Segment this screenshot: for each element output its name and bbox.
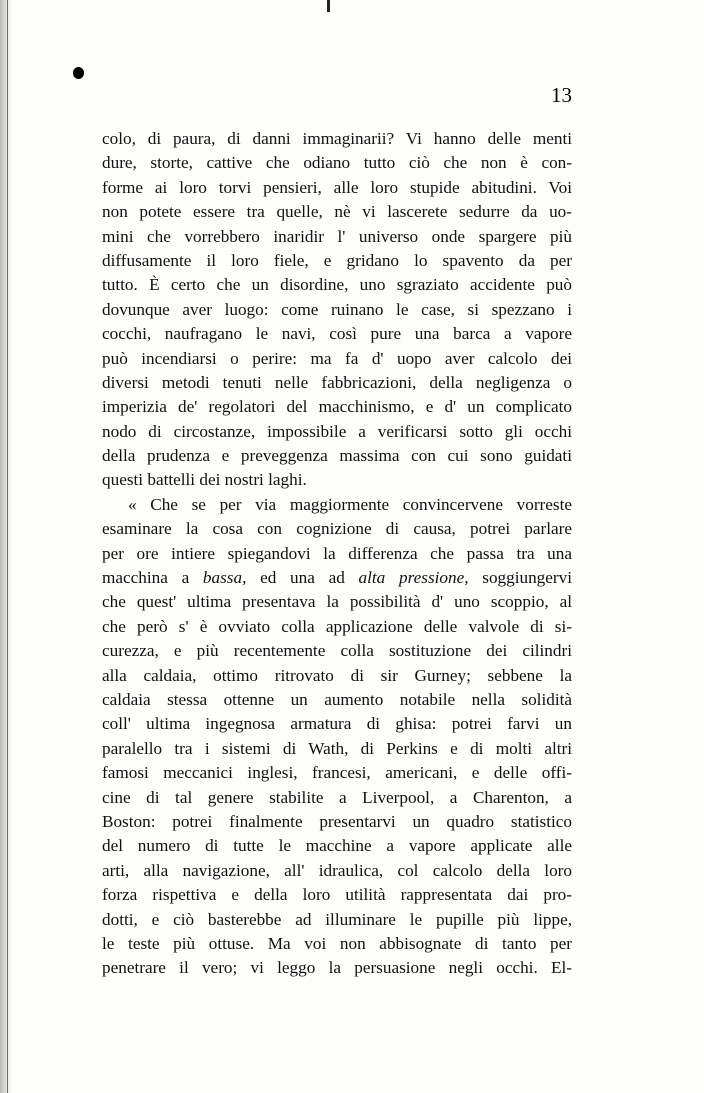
ink-mark	[327, 0, 330, 12]
italic-term: alta pressione,	[358, 568, 469, 588]
text-line: può incendiarsi o perire: ma fa d' uopo aver calcolo dei	[102, 348, 572, 368]
text-line: dovunque aver luogo: come ruinano le case, si spezzano i	[102, 299, 572, 319]
paragraph-end-line: questi battelli dei nostri laghi.	[102, 470, 307, 490]
text-line: paralello tra i sistemi di Wath, di Perkins e di molti altri	[102, 738, 572, 758]
text-line: forme ai loro torvi pensieri, alle loro stupide abitudini. Voi	[102, 177, 572, 197]
body-text	[102, 127, 572, 981]
text-line: penetrare il vero; vi leggo la persuasione negli occhi. El-	[102, 958, 572, 978]
text-line: Boston: potrei finalmente presentarvi un quadro statistico	[102, 811, 572, 831]
italic-term: bassa,	[202, 568, 247, 588]
text-line: che però s' è ovviato colla applicazione delle valvole di si-	[102, 616, 572, 636]
text-line: nodo di circostanze, impossibile a verificarsi sotto gli occhi	[102, 421, 572, 441]
text-line-with-italics: macchina a bassa, ed una ad alta pressione, soggiungervi	[102, 568, 572, 588]
text-line: mini che vorrebbero inaridir l' universo onde spargere più	[102, 226, 572, 246]
text-line: arti, alla navigazione, all' idraulica, col calcolo della loro	[102, 860, 572, 880]
page-number: 13	[551, 83, 572, 107]
ink-dot	[73, 67, 84, 79]
text-line: cocchi, naufragano le navi, così pure una barca a vapore	[102, 324, 572, 344]
text-line: dotti, e ciò basterebbe ad illuminare le pupille più lippe,	[102, 909, 572, 929]
text-line: del numero di tutte le macchine a vapore applicate alle	[102, 836, 572, 856]
text-line: cine di tal genere stabilite a Liverpool, a Charenton, a	[102, 787, 572, 807]
text-line: diffusamente il loro fiele, e gridano lo spavento da per	[102, 250, 572, 270]
text-line: esaminare la cosa con cognizione di causa, potrei parlare	[102, 519, 572, 539]
page-edge-shadow	[0, 0, 12, 1093]
text-line: tutto. È certo che un disordine, uno sgraziato accidente può	[102, 275, 572, 295]
binding-line	[7, 0, 8, 1093]
text-line: della prudenza e preveggenza massima con cui sono guidati	[102, 446, 572, 466]
text-line: famosi meccanici inglesi, francesi, americani, e delle offi-	[102, 763, 572, 783]
text-line: imperizia de' regolatori del macchinismo, e d' un complicato	[102, 397, 572, 417]
text-line: coll' ultima ingegnosa armatura di ghisa: potrei farvi un	[102, 714, 572, 734]
text-line: colo, di paura, di danni immaginarii? Vi hanno delle menti	[102, 129, 572, 148]
paragraph-start-line: « Che se per via maggiormente convincervene vorreste	[128, 494, 572, 514]
text-line: dure, storte, cattive che odiano tutto ciò che non è con-	[102, 153, 572, 173]
text-line: non potete essere tra quelle, nè vi lascerete sedurre da uo-	[102, 202, 572, 222]
text-line: caldaia stessa ottenne un aumento notabile nella solidità	[102, 689, 572, 709]
text-line: forza rispettiva e della loro utilità rappresentata dai pro-	[102, 885, 572, 905]
text-line: per ore intiere spiegandovi la differenza che passa tra una	[102, 543, 572, 563]
text-line: le teste più ottuse. Ma voi non abbisognate di tanto per	[102, 933, 572, 953]
text-line: diversi metodi tenuti nelle fabbricazioni, della negligenza o	[102, 372, 572, 392]
text-line: curezza, e più recentemente colla sostituzione dei cilindri	[102, 641, 572, 661]
text-line: alla caldaia, ottimo ritrovato di sir Gurney; sebbene la	[102, 665, 572, 685]
text-line: che quest' ultima presentava la possibilità d' uno scoppio, al	[102, 592, 572, 612]
